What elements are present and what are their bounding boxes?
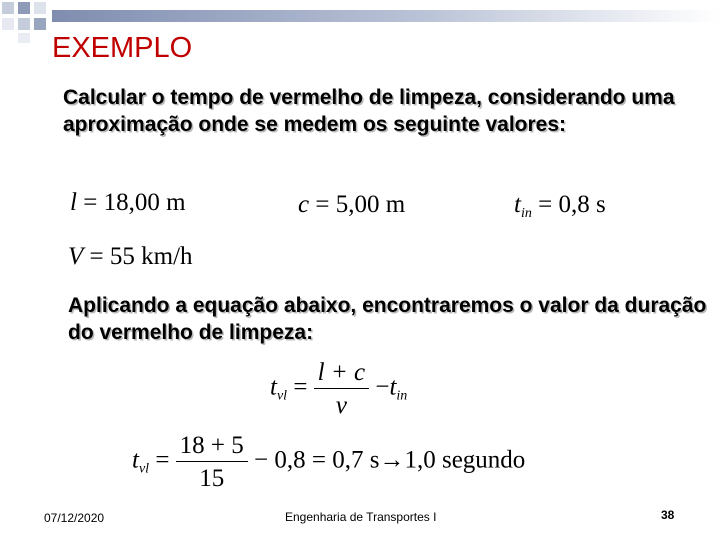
- intro-paragraph: Calcular o tempo de vermelho de limpeza, considerando uma aproximação onde se medem os seguinte valores:: [63, 86, 675, 136]
- value-v: V = 55 km/h: [68, 243, 193, 270]
- value-tin: $t_{in} = 0,8$ s: [514, 191, 606, 221]
- corner-decoration: [0, 0, 60, 45]
- value-c: c = 5,00 m: [298, 191, 406, 218]
- equation-paragraph: Aplicando a equação abaixo, encontraremos o valor da duração do vermelho de limpeza:: [68, 294, 707, 344]
- value-l: l = 18,00 m: [70, 189, 186, 216]
- calc-fraction: $\frac{18 + 5}{15}$: [176, 433, 248, 491]
- clearance-formula: $t_{vl}$ = $\frac{l + c}{v}$ $-t_{in}$: [270, 359, 408, 419]
- arrow-icon: →: [379, 446, 405, 474]
- formula-fraction: $\frac{l + c}{v}$: [314, 360, 369, 418]
- footer-course: Engenharia de Transportes I: [285, 510, 437, 524]
- top-decoration-bar: [52, 10, 720, 22]
- clearance-calculation: $t_{vl}$ = $\frac{18 + 5}{15}$ − 0,8 = 0,7 s→1,0 segundo: [132, 432, 526, 492]
- footer-date: 07/12/2020: [44, 511, 105, 525]
- page-number: 38: [661, 508, 675, 522]
- slide-title: EXEMPLO: [52, 32, 193, 64]
